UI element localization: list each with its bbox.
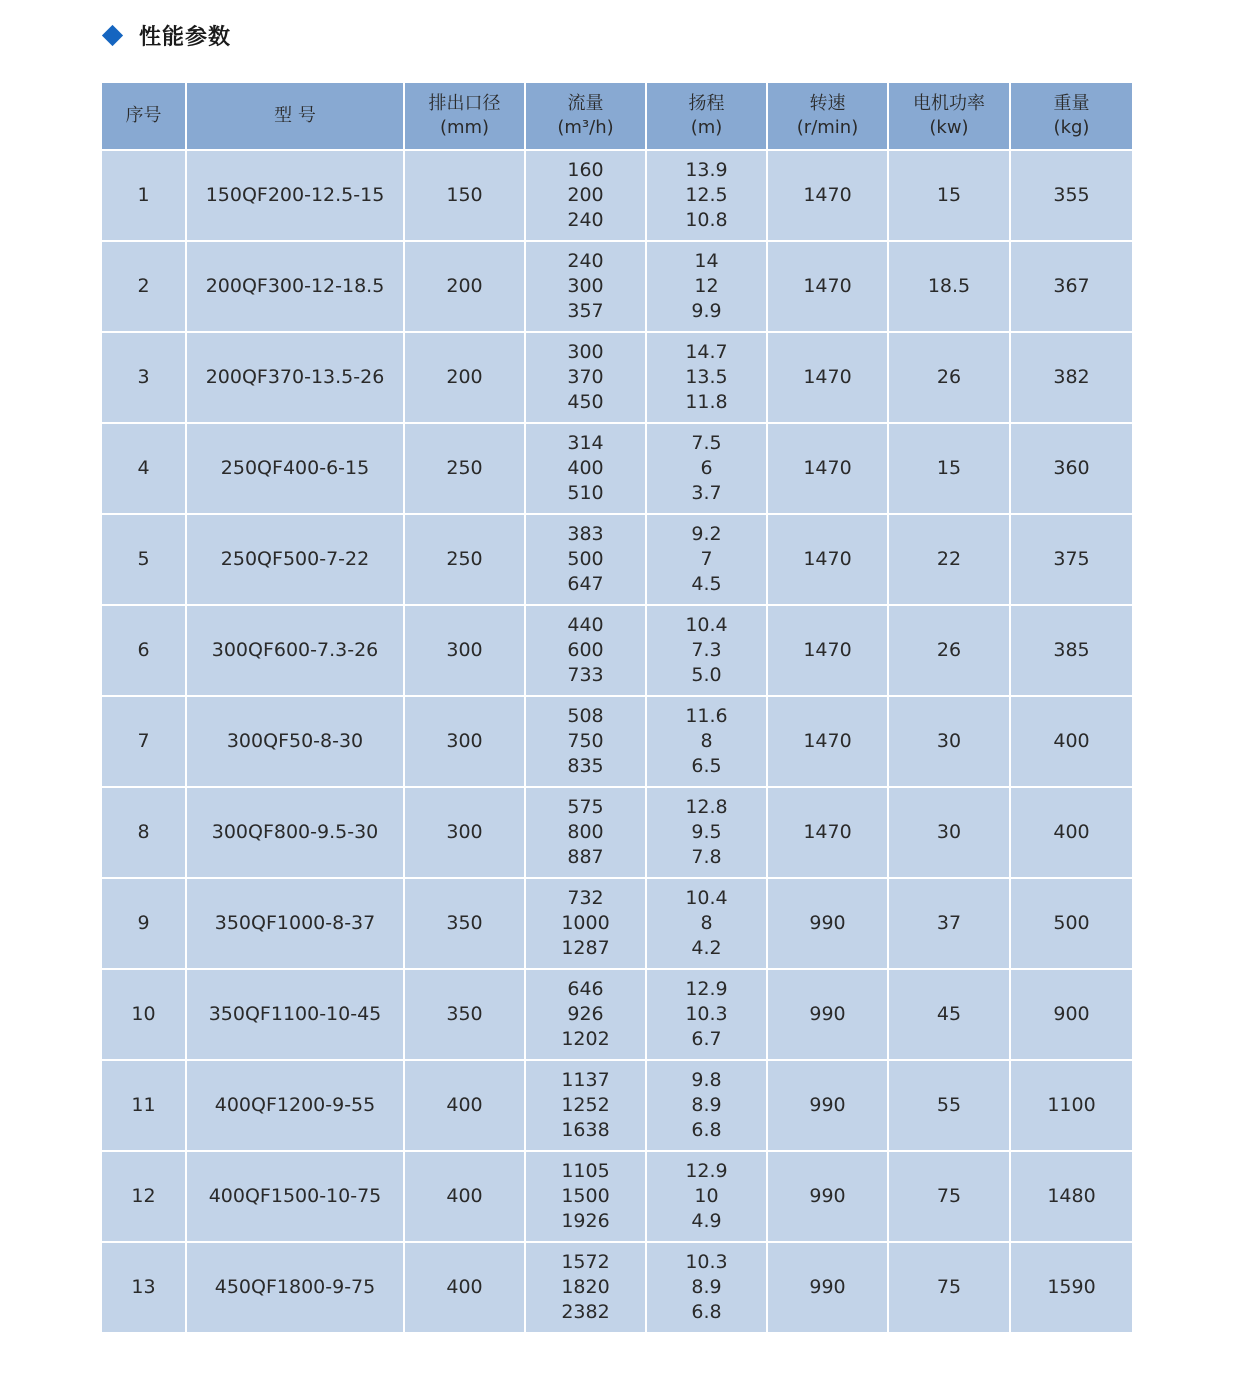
header-weight [1010, 83, 1132, 150]
cell-weight: 382 [1010, 332, 1132, 423]
cell-head-value: 6.7 [691, 1028, 722, 1050]
cell-head-value: 7.8 [691, 846, 722, 868]
cell-flow-value: 508 [567, 705, 604, 727]
cell-head-value: 8 [700, 912, 713, 934]
table-row [102, 969, 1132, 1060]
cell-weight: 1480 [1010, 1151, 1132, 1242]
header-flow [525, 83, 646, 150]
cell-outlet: 250 [404, 423, 525, 514]
cell-flow [525, 605, 646, 696]
cell-power: 22 [888, 514, 1010, 605]
cell-flow [525, 241, 646, 332]
cell-speed: 1470 [767, 241, 888, 332]
cell-head [646, 1151, 767, 1242]
cell-flow-value: 1638 [561, 1119, 610, 1141]
cell-model: 300QF50-8-30 [186, 696, 404, 787]
cell-head-value: 10.3 [685, 1003, 728, 1025]
cell-flow-value: 1287 [561, 937, 610, 959]
cell-head-value: 13.9 [685, 159, 728, 181]
cell-flow-value: 835 [567, 755, 604, 777]
header-label: 排出口径 [428, 93, 501, 114]
cell-flow-value: 500 [567, 548, 604, 570]
cell-speed: 1470 [767, 605, 888, 696]
cell-flow-value: 2382 [561, 1301, 610, 1323]
cell-no: 7 [102, 696, 186, 787]
cell-model: 250QF400-6-15 [186, 423, 404, 514]
cell-head-value: 10 [694, 1185, 719, 1207]
cell-flow-value: 314 [567, 432, 604, 454]
cell-head-value: 8 [700, 730, 713, 752]
cell-flow-value: 1137 [561, 1069, 610, 1091]
table-row [102, 605, 1132, 696]
cell-model: 450QF1800-9-75 [186, 1242, 404, 1332]
cell-flow [525, 787, 646, 878]
cell-flow [525, 969, 646, 1060]
cell-head-value: 6.8 [691, 1119, 722, 1141]
cell-outlet: 400 [404, 1242, 525, 1332]
header-no [102, 83, 186, 150]
cell-head-value: 7.3 [691, 639, 722, 661]
cell-flow-value: 733 [567, 664, 604, 686]
cell-outlet: 300 [404, 605, 525, 696]
cell-head [646, 514, 767, 605]
cell-flow [525, 1151, 646, 1242]
cell-head [646, 605, 767, 696]
cell-model: 350QF1000-8-37 [186, 878, 404, 969]
cell-flow [525, 514, 646, 605]
cell-flow-value: 926 [567, 1003, 604, 1025]
cell-flow-value: 357 [567, 300, 604, 322]
cell-flow [525, 696, 646, 787]
cell-weight: 500 [1010, 878, 1132, 969]
cell-head-value: 14.7 [685, 341, 728, 363]
section-title: 性能参数 [139, 24, 232, 50]
cell-model: 250QF500-7-22 [186, 514, 404, 605]
header-label: 序号 [125, 105, 162, 126]
cell-no: 9 [102, 878, 186, 969]
cell-flow-value: 732 [567, 887, 604, 909]
cell-head [646, 969, 767, 1060]
cell-head-value: 12.9 [685, 1160, 728, 1182]
cell-head-value: 10.4 [685, 614, 728, 636]
cell-outlet: 400 [404, 1060, 525, 1151]
cell-head-value: 14 [694, 250, 719, 272]
cell-speed: 1470 [767, 787, 888, 878]
cell-power: 26 [888, 332, 1010, 423]
cell-flow [525, 878, 646, 969]
cell-head-value: 5.0 [691, 664, 722, 686]
cell-power: 18.5 [888, 241, 1010, 332]
cell-head-value: 7.5 [691, 432, 722, 454]
cell-head-value: 9.5 [691, 821, 722, 843]
cell-speed: 1470 [767, 423, 888, 514]
cell-head [646, 423, 767, 514]
header-head [646, 83, 767, 150]
cell-no: 11 [102, 1060, 186, 1151]
cell-speed: 990 [767, 1151, 888, 1242]
cell-weight: 1100 [1010, 1060, 1132, 1151]
cell-outlet: 300 [404, 696, 525, 787]
cell-flow-value: 1000 [561, 912, 610, 934]
cell-speed: 1470 [767, 696, 888, 787]
cell-flow-value: 1500 [561, 1185, 610, 1207]
cell-weight: 1590 [1010, 1242, 1132, 1332]
cell-head-value: 3.7 [691, 482, 722, 504]
cell-weight: 355 [1010, 150, 1132, 241]
cell-no: 13 [102, 1242, 186, 1332]
table-row [102, 150, 1132, 241]
cell-model: 400QF1200-9-55 [186, 1060, 404, 1151]
header-label: 转速 [809, 93, 846, 114]
cell-weight: 400 [1010, 696, 1132, 787]
cell-speed: 990 [767, 878, 888, 969]
cell-flow-value: 1252 [561, 1094, 610, 1116]
cell-flow-value: 1202 [561, 1028, 610, 1050]
header-motor-power [888, 83, 1010, 150]
cell-model: 200QF370-13.5-26 [186, 332, 404, 423]
cell-head [646, 1060, 767, 1151]
cell-no: 4 [102, 423, 186, 514]
cell-head-value: 6 [700, 457, 713, 479]
table-row [102, 787, 1132, 878]
cell-head-value: 4.2 [691, 937, 722, 959]
cell-flow-value: 750 [567, 730, 604, 752]
cell-no: 10 [102, 969, 186, 1060]
cell-model: 300QF600-7.3-26 [186, 605, 404, 696]
cell-speed: 1470 [767, 150, 888, 241]
cell-power: 30 [888, 787, 1010, 878]
cell-power: 15 [888, 150, 1010, 241]
cell-head [646, 241, 767, 332]
cell-no: 5 [102, 514, 186, 605]
table-row [102, 1060, 1132, 1151]
cell-flow-value: 1105 [561, 1160, 610, 1182]
cell-head [646, 696, 767, 787]
cell-outlet: 350 [404, 878, 525, 969]
cell-head [646, 150, 767, 241]
cell-outlet: 200 [404, 332, 525, 423]
cell-outlet: 200 [404, 241, 525, 332]
cell-power: 75 [888, 1151, 1010, 1242]
cell-no: 3 [102, 332, 186, 423]
cell-power: 37 [888, 878, 1010, 969]
header-label: 重量 [1053, 93, 1090, 114]
cell-power: 75 [888, 1242, 1010, 1332]
cell-head-value: 12.5 [685, 184, 728, 206]
table-row [102, 1242, 1132, 1332]
cell-no: 12 [102, 1151, 186, 1242]
section-heading [101, 18, 231, 52]
cell-power: 26 [888, 605, 1010, 696]
cell-model: 150QF200-12.5-15 [186, 150, 404, 241]
cell-power: 55 [888, 1060, 1010, 1151]
header-unit: (m³/h) [557, 117, 614, 138]
diamond-icon [102, 24, 123, 45]
cell-head-value: 4.9 [691, 1210, 722, 1232]
cell-head-value: 9.9 [691, 300, 722, 322]
header-label: 扬程 [688, 93, 725, 114]
cell-no: 8 [102, 787, 186, 878]
cell-weight: 400 [1010, 787, 1132, 878]
cell-flow [525, 1242, 646, 1332]
cell-flow-value: 370 [567, 366, 604, 388]
cell-head-value: 6.8 [691, 1301, 722, 1323]
cell-head-value: 10.3 [685, 1251, 728, 1273]
header-unit: (r/min) [796, 117, 859, 138]
cell-head-value: 8.9 [691, 1276, 722, 1298]
table-body [102, 150, 1132, 1332]
header-model [186, 83, 404, 150]
table-row [102, 1151, 1132, 1242]
cell-head-value: 4.5 [691, 573, 722, 595]
cell-model: 200QF300-12-18.5 [186, 241, 404, 332]
cell-flow-value: 1820 [561, 1276, 610, 1298]
cell-speed: 990 [767, 1242, 888, 1332]
header-unit: (m) [690, 117, 723, 138]
cell-flow-value: 450 [567, 391, 604, 413]
cell-no: 1 [102, 150, 186, 241]
table-row [102, 878, 1132, 969]
cell-flow [525, 423, 646, 514]
cell-power: 15 [888, 423, 1010, 514]
header-unit: (mm) [439, 117, 490, 138]
header-unit: (kg) [1053, 117, 1090, 138]
cell-flow [525, 1060, 646, 1151]
cell-speed: 1470 [767, 514, 888, 605]
cell-outlet: 150 [404, 150, 525, 241]
cell-flow [525, 150, 646, 241]
cell-outlet: 400 [404, 1151, 525, 1242]
cell-weight: 900 [1010, 969, 1132, 1060]
cell-head-value: 13.5 [685, 366, 728, 388]
cell-flow-value: 240 [567, 209, 604, 231]
header-unit: (kw) [929, 117, 969, 138]
cell-flow-value: 1926 [561, 1210, 610, 1232]
cell-head-value: 11.6 [685, 705, 728, 727]
cell-head [646, 332, 767, 423]
cell-flow-value: 240 [567, 250, 604, 272]
cell-no: 6 [102, 605, 186, 696]
cell-flow-value: 300 [567, 275, 604, 297]
cell-flow-value: 575 [567, 796, 604, 818]
cell-weight: 360 [1010, 423, 1132, 514]
cell-head-value: 11.8 [685, 391, 728, 413]
cell-flow-value: 300 [567, 341, 604, 363]
cell-flow-value: 440 [567, 614, 604, 636]
cell-flow-value: 600 [567, 639, 604, 661]
cell-head-value: 12.8 [685, 796, 728, 818]
cell-weight: 385 [1010, 605, 1132, 696]
cell-power: 30 [888, 696, 1010, 787]
cell-flow [525, 332, 646, 423]
cell-model: 350QF1100-10-45 [186, 969, 404, 1060]
cell-flow-value: 383 [567, 523, 604, 545]
cell-outlet: 250 [404, 514, 525, 605]
cell-flow-value: 200 [567, 184, 604, 206]
table-row [102, 514, 1132, 605]
header-speed [767, 83, 888, 150]
cell-head-value: 10.8 [685, 209, 728, 231]
cell-model: 300QF800-9.5-30 [186, 787, 404, 878]
cell-flow-value: 160 [567, 159, 604, 181]
table-row [102, 332, 1132, 423]
cell-head-value: 6.5 [691, 755, 722, 777]
cell-outlet: 350 [404, 969, 525, 1060]
table-row [102, 241, 1132, 332]
cell-flow-value: 887 [567, 846, 604, 868]
cell-power: 45 [888, 969, 1010, 1060]
cell-head-value: 8.9 [691, 1094, 722, 1116]
cell-flow-value: 510 [567, 482, 604, 504]
cell-flow-value: 646 [567, 978, 604, 1000]
cell-speed: 990 [767, 969, 888, 1060]
cell-flow-value: 647 [567, 573, 604, 595]
header-label: 型 号 [274, 105, 316, 126]
cell-head-value: 10.4 [685, 887, 728, 909]
cell-weight: 375 [1010, 514, 1132, 605]
performance-parameters-table [102, 83, 1132, 1332]
cell-head [646, 878, 767, 969]
cell-weight: 367 [1010, 241, 1132, 332]
cell-flow-value: 800 [567, 821, 604, 843]
header-label: 流量 [567, 93, 604, 114]
cell-flow-value: 400 [567, 457, 604, 479]
cell-head-value: 12.9 [685, 978, 728, 1000]
cell-speed: 990 [767, 1060, 888, 1151]
cell-speed: 1470 [767, 332, 888, 423]
cell-head-value: 7 [700, 548, 713, 570]
header-label: 电机功率 [913, 93, 985, 114]
cell-head-value: 12 [694, 275, 719, 297]
cell-head [646, 787, 767, 878]
cell-head [646, 1242, 767, 1332]
cell-head-value: 9.8 [691, 1069, 722, 1091]
table-row [102, 423, 1132, 514]
cell-model: 400QF1500-10-75 [186, 1151, 404, 1242]
header-outlet-diameter [404, 83, 525, 150]
table-row [102, 696, 1132, 787]
cell-head-value: 9.2 [691, 523, 722, 545]
cell-outlet: 300 [404, 787, 525, 878]
table-header-row [102, 83, 1132, 150]
cell-flow-value: 1572 [561, 1251, 610, 1273]
cell-no: 2 [102, 241, 186, 332]
